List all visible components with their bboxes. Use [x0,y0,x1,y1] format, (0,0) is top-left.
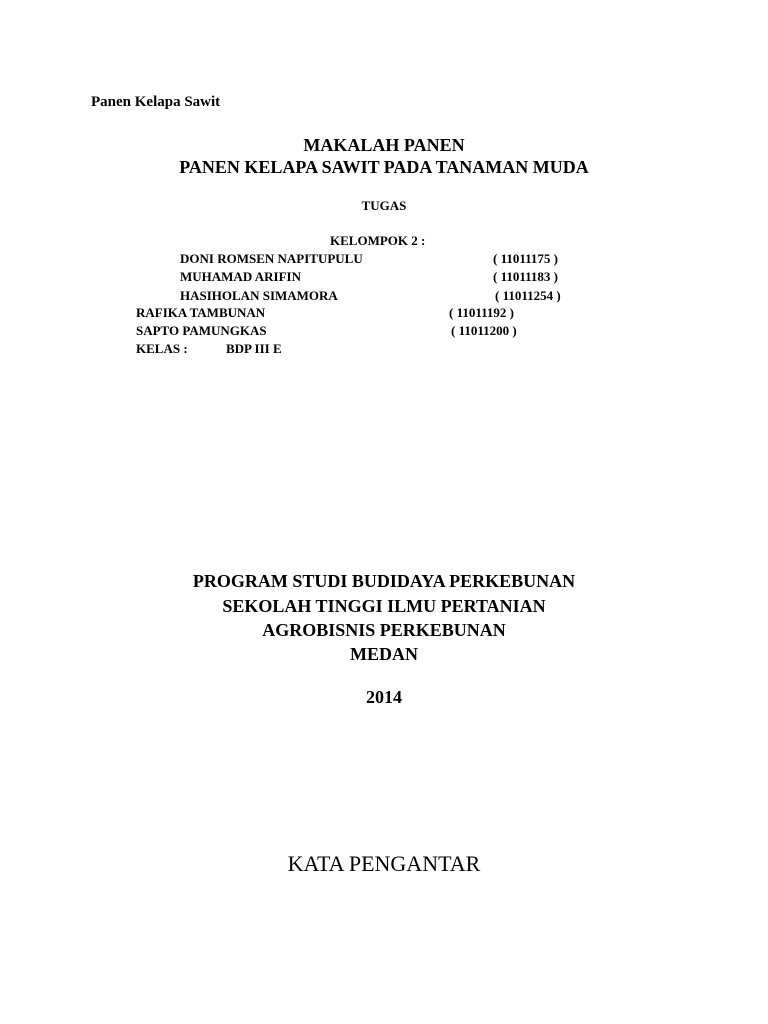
member-id: ( 11011192 ) [449,305,515,320]
member-name: DONI ROMSEN NAPITUPULU [180,251,363,266]
year: 2014 [366,687,402,707]
member-name: SAPTO PAMUNGKAS [136,323,267,338]
class-value: BDP III E [226,341,282,356]
section-heading: KATA PENGANTAR [287,851,481,876]
member-name: RAFIKA TAMBUNAN [136,305,266,320]
class-label: KELAS : [136,341,188,356]
member-id: ( 11011200 ) [451,323,517,338]
member-id: ( 11011254 ) [495,288,561,303]
member-name: HASIHOLAN SIMAMORA [180,288,338,303]
institution-city: MEDAN [350,644,418,664]
group-label: KELOMPOK 2 : [330,233,426,248]
assignment-label: TUGAS [361,198,407,213]
institution-line: AGROBISNIS PERKEBUNAN [262,620,506,640]
institution-line: SEKOLAH TINGGI ILMU PERTANIAN [222,596,546,616]
institution-line: PROGRAM STUDI BUDIDAYA PERKEBUNAN [192,571,576,591]
member-id: ( 11011175 ) [493,251,559,266]
running-title: Panen Kelapa Sawit [91,94,221,110]
member-name: MUHAMAD ARIFIN [180,269,301,284]
document-title: MAKALAH PANEN [303,135,465,155]
document-subtitle: PANEN KELAPA SAWIT PADA TANAMAN MUDA [179,157,589,177]
member-id: ( 11011183 ) [493,269,559,284]
